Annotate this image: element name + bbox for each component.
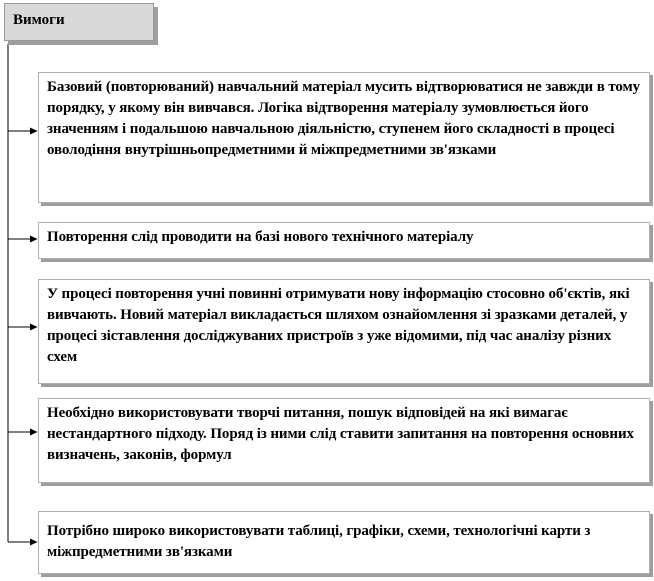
title-text: Вимоги [13,12,65,28]
requirement-box-2: Повторення слід проводити на базі нового технічного матеріалу [38,222,650,259]
requirement-box-4: Необхідно використовувати творчі питання, пошук відповідей на які вимагає нестандартного підходу. Поряд із ними слід ставити запитання на повторення основних визначень, законів, формул [38,398,650,483]
requirement-box-5: Потрібно широко використовувати таблиці, графіки, схеми, технологічні карти з міжпредметними зв'язками [38,511,650,574]
title-box [4,3,154,41]
requirement-box-1: Базовий (повторюваний) навчальний матеріал мусить відтворюватися не завжди в тому порядку, у якому він вивчався. Логіка відтворення матеріалу зумовлюється його значенням і подальшою навчальною діяльністю, ступенем його складності в процесі оволодіння внутрішньопредметними й міжпредметними зв'язками [38,72,650,203]
requirement-box-3: У процесі повторення учні повинні отримувати нову інформацію стосовно об'єктів, які вивчають. Новий матеріал викладається шляхом ознайомлення зі зразками деталей, у процесі зіставлення досліджуваних пристроїв з уже відомими, під час аналізу різних схем [38,279,650,384]
